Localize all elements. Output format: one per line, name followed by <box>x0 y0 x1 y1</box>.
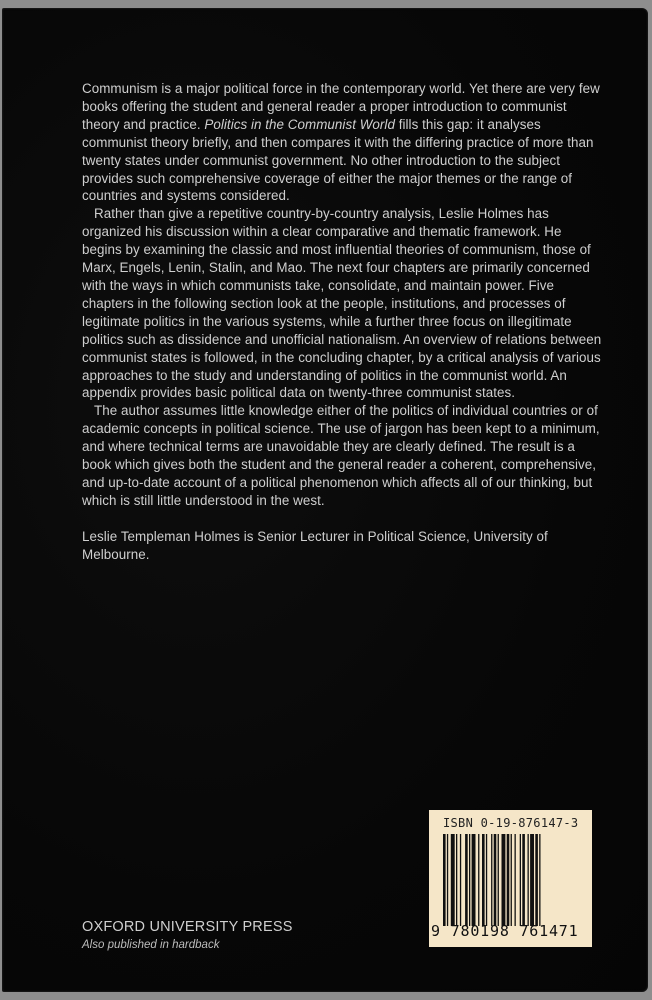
edition-note: Also published in hardback <box>82 939 220 951</box>
barcode-bar <box>511 834 512 926</box>
publisher-name: OXFORD UNIVERSITY PRESS <box>82 919 293 935</box>
barcode-bar <box>472 834 476 926</box>
barcode-bar <box>539 834 540 926</box>
blurb-paragraph-2: Rather than give a repetitive country-by-country analysis, Leslie Holmes has organized his discussion within a clear comparative and thematic framework. He begins by examining the classic and most influential theories of communism, those of Marx, Engels, Lenin, Stalin, and Mao. The next four chapters are primarily concerned with the ways in which communists take, consolidate, and maintain power. Five chapters in the following section look at the people, institutions, and processes of legitimate politics in the various systems, while a further three focus on illegitimate politics such as dissidence and unofficial nationalism. An overview of relations between communist states is followed, in the concluding chapter, by a critical analysis of various approaches to the study and understanding of politics in the communist world. An appendix provides basic political data on twenty-three communist states. <box>82 206 602 401</box>
barcode-bar <box>460 834 461 926</box>
barcode-bar <box>465 834 468 926</box>
blurb-paragraph-3: The author assumes little knowledge either of the politics of individual countries or of academic concepts in political science. The use of jargon has been kept to a minimum, and where technical terms are unavoidable they are clearly defined. The result is a book which gives both the student and the general reader a coherent, comprehensive, and up-to-date account of a political phenomenon which affects all of our thinking, but which is still little understood in the west. <box>82 403 600 508</box>
book-back-cover <box>2 8 648 992</box>
barcode-bar <box>502 834 506 926</box>
blurb-p1-text-cont: fills this gap: it analyses communist theory briefly, and then compares it with the differing practice of more than twenty states under communist government. No other introduction to the subject provides such comprehensive coverage of either the major themes or the range of countries and systems considered. <box>82 116 594 204</box>
blurb-paragraph-1 <box>82 80 602 205</box>
barcode-bar <box>535 834 538 926</box>
barcode-bar <box>451 834 455 926</box>
barcode-bar <box>530 834 534 926</box>
barcode-bar <box>478 834 479 926</box>
barcode-bar <box>515 834 516 926</box>
author-bio: Leslie Templeman Holmes is Senior Lecturer in Political Science, University of Melbourne. <box>82 528 548 562</box>
barcode-bar <box>491 834 492 926</box>
isbn-text: ISBN 0-19-876147-3 <box>443 816 579 830</box>
ean-number: 9 780198 761471 <box>431 922 579 940</box>
barcode-bar <box>456 834 457 926</box>
barcode-bar <box>498 834 499 926</box>
barcode-bar <box>522 834 525 926</box>
blurb-text <box>82 80 602 564</box>
barcode-bar <box>528 834 529 926</box>
barcode-bar <box>443 834 446 926</box>
blurb-p1-text: Communism is a major political force in the contemporary world. Yet there are very few books offering the student and general reader a proper introduction to communist theory and practice. <box>82 81 600 132</box>
barcode-bar <box>469 834 470 926</box>
barcode-bar <box>520 834 521 926</box>
barcode-bar <box>494 834 497 926</box>
barcode-bar <box>507 834 510 926</box>
isbn-barcode-label <box>429 810 592 947</box>
barcode-icon <box>443 834 583 926</box>
barcode-bar <box>486 834 487 926</box>
barcode-bar <box>447 834 448 926</box>
barcode-bar <box>482 834 485 926</box>
book-title-italic: Politics in the Communist World <box>204 116 395 132</box>
